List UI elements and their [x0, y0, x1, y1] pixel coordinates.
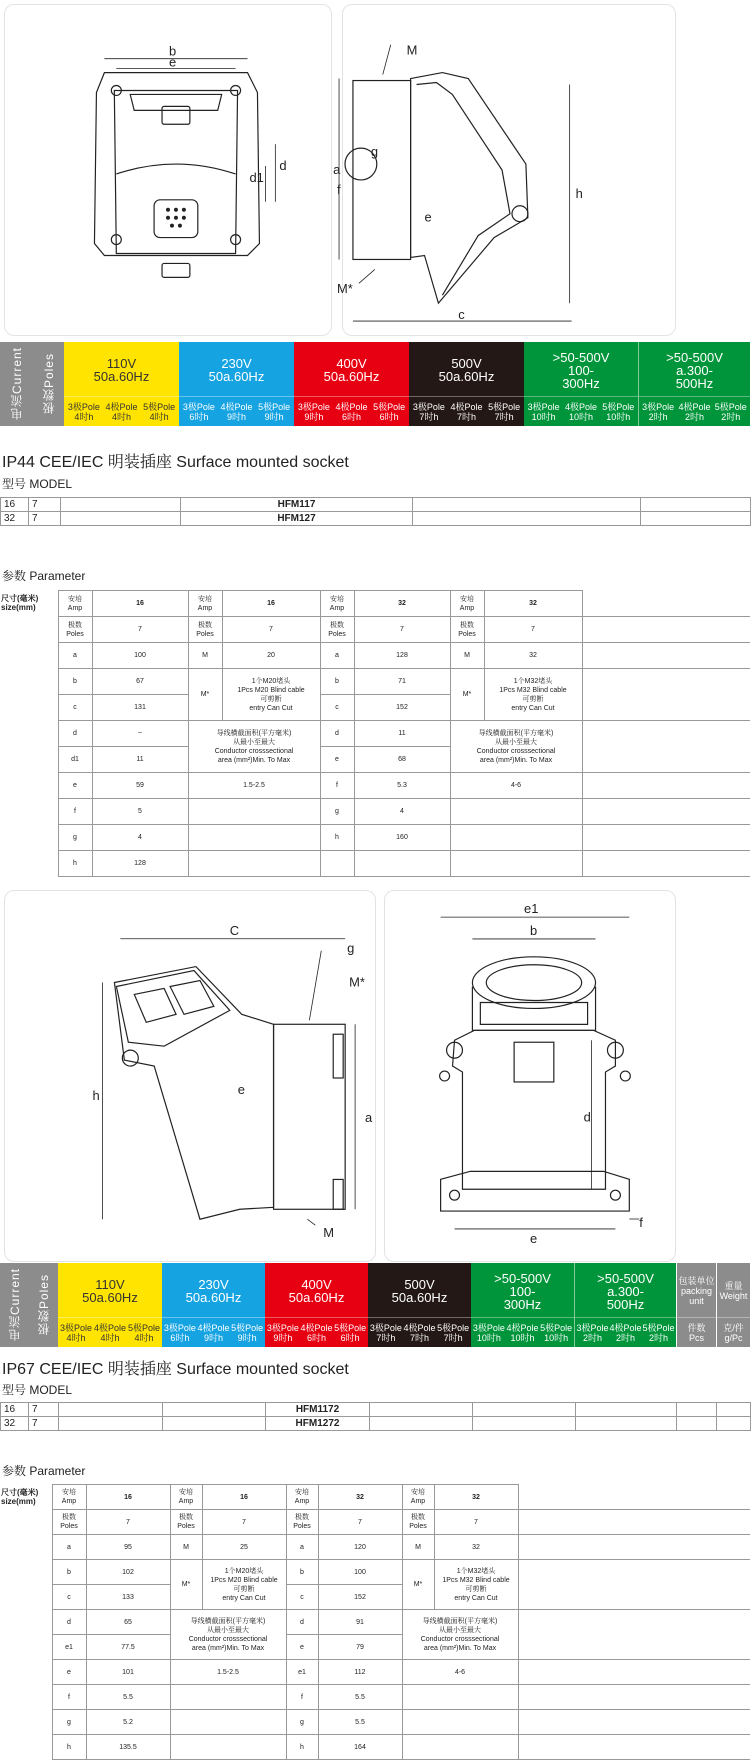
voltage-col-400v: 400V 50a.60Hz 3极Pole 9时h 4极Pole 6时h 5极Pole 6时h — [265, 1263, 368, 1347]
dim-label-e: e — [168, 54, 177, 70]
dim-label-e-front: e — [530, 1230, 538, 1246]
dim-label-c-upper: C — [229, 922, 240, 938]
drawing-side-view-ip67 — [4, 890, 376, 1262]
model-label-ip67: 型号 MODEL — [2, 1383, 73, 1397]
voltage-col-300-500hz: >50-500V a.300- 500Hz 3极Pole 2时h 4极Pole 2时h 5极Pole 2时h — [574, 1263, 676, 1347]
dim-label-f: f — [337, 181, 341, 197]
dim-label-e-side: e — [424, 209, 432, 225]
param-table-ip44: 尺寸(毫米) size(mm) 安培 Amp 16 安培 Amp 16 安培 Amp 32 安培 Amp 32 极数 Poles 7 极数 Poles 7 极数 Poles 7 极数 Poles 7 a 100 M 20 a 128 M 32 b 67 M* 1个M20堵头 1Pcs M20 Blind cable 可剪断 entry Can Cut b 71 M* 1个M32堵头 1Pcs M32 Blind cable 可剪断 entry Can Cut c 131 c 152 d ~ 导线横截面积(平方毫米) 从最小至最大 Conductor crosssectional area (mm²)Min. To Max d 11 导线横截面积(平方毫米) 从最小至最大 Conductor crosssectional area (mm²)Min. To Max d1 11 e 68 e 59 1.5-2.5 f 5.3 4-6 f 5 g 4 g 4 h 160 h 128 — [0, 590, 750, 877]
model-code: HFM127 — [181, 512, 413, 526]
model-label-ip44: 型号 MODEL — [2, 477, 73, 491]
model-code: HFM1272 — [266, 1417, 370, 1431]
weight-col: 重量 Weight 克/件 g/Pc — [716, 1263, 750, 1347]
dim-label-d: d — [279, 158, 287, 174]
model-code: HFM1172 — [266, 1403, 370, 1417]
param-label-ip67: 参数 Parameter — [2, 1464, 86, 1478]
dim-label-m-star-b: M* — [349, 974, 365, 990]
dim-label-e1: e1 — [524, 901, 539, 917]
dim-label-e-b: e — [237, 1081, 245, 1097]
section-title-ip44: IP44 CEE/IEC 明装插座 Surface mounted socket — [2, 454, 349, 471]
packing-unit-col: 包装单位 packing unit 件数 Pcs — [676, 1263, 716, 1347]
voltage-col-500v: 500V 50a.60Hz 3极Pole 7时h 4极Pole 7时h 5极Pole 7时h — [409, 342, 524, 426]
model-code: HFM117 — [181, 498, 413, 512]
model-table-ip44 — [0, 497, 751, 526]
drawing-side-view-ip44 — [333, 4, 676, 336]
voltage-strip-1 — [0, 342, 750, 426]
dim-label-g-b: g — [347, 940, 355, 956]
dim-label-d1: d1 — [249, 169, 264, 185]
voltage-col-110v: 110V 50a.60Hz 3极Pole 4时h 4极Pole 4时h 5极Pole 4时h — [58, 1263, 162, 1347]
dim-label-g: g — [370, 144, 379, 160]
drawing-front-view-ip44 — [4, 4, 332, 336]
voltage-col-110v: 110V 50a.60Hz 3极Pole 4时h 4极Pole 4时h 5极Pole 4时h — [64, 342, 179, 426]
table-row: 16 7 HFM117 — [1, 498, 751, 512]
section-title-ip67: IP67 CEE/IEC 明装插座 Surface mounted socket — [2, 1361, 349, 1378]
dim-label-b: b — [168, 43, 177, 59]
param-table-ip67: 尺寸(毫米) size(mm) 安培 Amp 16 安培 Amp 16 安培 Amp 32 安培 Amp 32 极数 Poles 7 极数 Poles 7 极数 Poles 7 极数 Poles 7 a 95 M 25 a 120 M 32 b 102 M* 1个M20堵头 1Pcs M20 Blind cable 可剪断 entry Can Cut b 100 M* 1个M32堵头 1Pcs M32 Blind cable 可剪断 entry Can Cut c 133 c 152 d 65 导线横截面积(平方毫米) 从最小至最大 Conductor crosssectional area (mm²)Min. To Max d 91 导线横截面积(平方毫米) 从最小至最大 Conductor crosssectional area (mm²)Min. To Max e1 77.5 e 79 e 101 1.5-2.5 e1 112 4-6 f 5.5 f 5.5 g 5.2 g 5.5 h 135.5 h 164 — [0, 1484, 750, 1760]
dim-label-m: M — [406, 42, 418, 58]
dim-label-m-star: M* — [337, 281, 353, 297]
voltage-col-230v: 230V 50a.60Hz 3极Pole 6时h 4极Pole 9时h 5极Pole 9时h — [162, 1263, 265, 1347]
table-row: 32 7 HFM127 — [1, 512, 751, 526]
table-row: 32 7 HFM1272 — [1, 1417, 751, 1431]
dim-label-b-front: b — [530, 922, 538, 938]
size-label: 尺寸(毫米) size(mm) — [0, 1485, 52, 1760]
poles-label: 极数Poles — [28, 1263, 58, 1347]
drawing-front-view-ip67 — [384, 890, 676, 1262]
voltage-col-100-300hz: >50-500V 100- 300Hz 3极Pole 10时h 4极Pole 10时h 5极Pole 10时h — [471, 1263, 574, 1347]
voltage-col-500v: 500V 50a.60Hz 3极Pole 7时h 4极Pole 7时h 5极Pole 7时h — [368, 1263, 471, 1347]
poles-label: 极数Poles — [32, 342, 64, 426]
model-table-ip67 — [0, 1402, 751, 1431]
voltage-col-100-300hz: >50-500V 100- 300Hz 3极Pole 10时h 4极Pole 10时h 5极Pole 10时h — [524, 342, 638, 426]
size-label: 尺寸(毫米) size(mm) — [0, 591, 58, 877]
dim-label-d-front: d — [583, 1109, 591, 1125]
voltage-strip-2 — [0, 1263, 750, 1347]
voltage-col-300-500hz: >50-500V a.300- 500Hz 3极Pole 2时h 4极Pole 2时h 5极Pole 2时h — [638, 342, 750, 426]
param-label-ip44: 参数 Parameter — [2, 569, 86, 583]
voltage-col-400v: 400V 50a.60Hz 3极Pole 9时h 4极Pole 6时h 5极Pole 6时h — [294, 342, 409, 426]
dim-label-h: h — [575, 185, 583, 201]
dim-label-c: c — [458, 307, 465, 323]
dim-label-m-b: M — [323, 1225, 335, 1241]
current-label: 电流Current — [0, 1263, 28, 1347]
dim-label-a-b: a — [365, 1109, 373, 1125]
voltage-col-230v: 230V 50a.60Hz 3极Pole 6时h 4极Pole 9时h 5极Pole 9时h — [179, 342, 294, 426]
dim-label-h-b: h — [92, 1087, 100, 1103]
dim-label-a: a — [333, 161, 341, 177]
dim-label-f-front: f — [639, 1214, 643, 1230]
table-row: 16 7 HFM1172 — [1, 1403, 751, 1417]
current-label: 电流Current — [0, 342, 32, 426]
